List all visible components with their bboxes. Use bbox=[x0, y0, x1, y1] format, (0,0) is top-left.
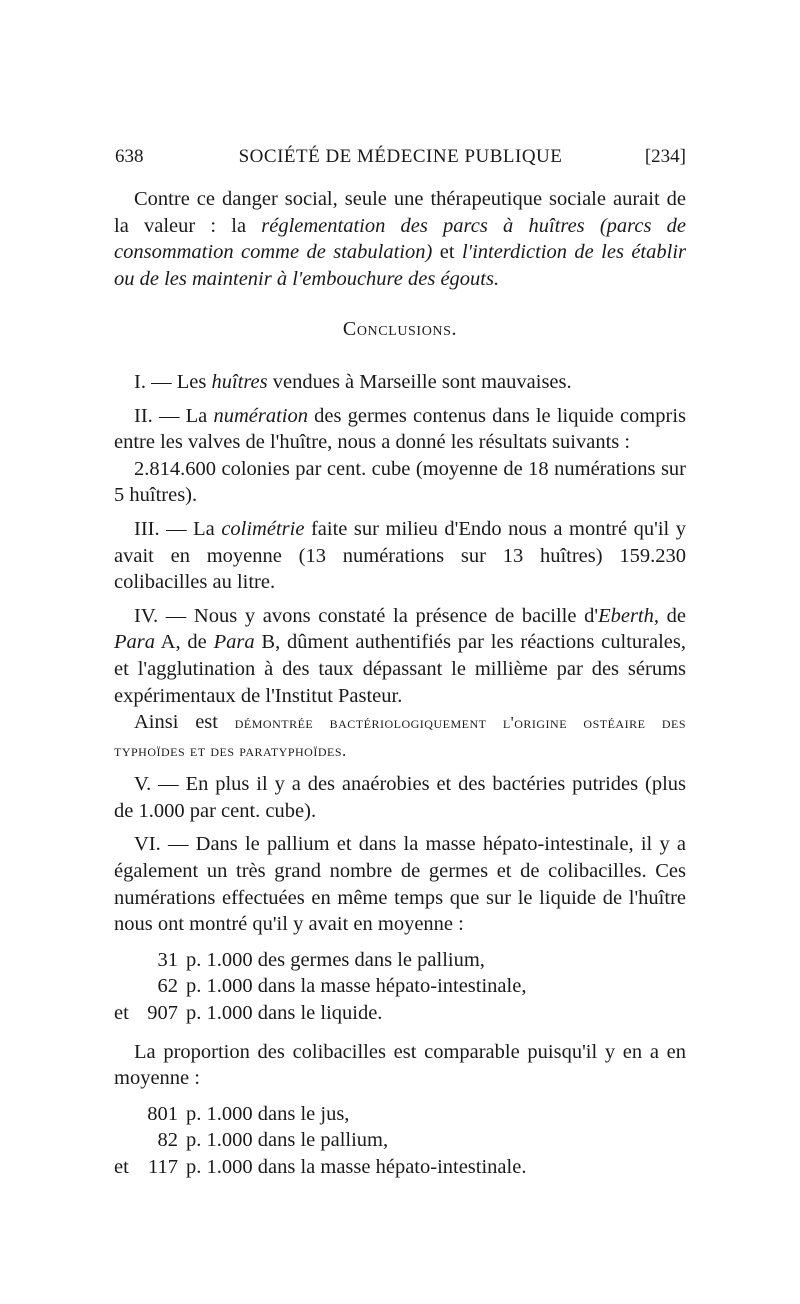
list-item bbox=[114, 1000, 686, 1027]
list-item bbox=[114, 1127, 686, 1154]
intro-paragraph bbox=[114, 186, 686, 292]
conclusion-1 bbox=[114, 369, 686, 396]
c4-text-4: B, dûment authentifiés par les réactions culturales, et l'agglutination à des taux dépassant le millième par des sérums expérimentaux de l'Institut Pasteur. bbox=[114, 631, 686, 707]
c1-italic: huîtres bbox=[211, 370, 268, 393]
conclusion-2 bbox=[114, 403, 686, 456]
list-text: p. 1.000 des germes dans le pallium, bbox=[186, 948, 485, 971]
intro-text-2: et bbox=[432, 241, 462, 264]
running-title: SOCIÉTÉ DE MÉDECINE PUBLIQUE bbox=[238, 146, 563, 167]
proportion-paragraph: La proportion des colibacilles est comparable puisqu'il y en a en moyenne : bbox=[114, 1040, 686, 1090]
c2-text-1: II. — La bbox=[134, 404, 214, 427]
list-item bbox=[114, 1154, 686, 1181]
conclusions-heading: Conclusions. bbox=[342, 318, 458, 341]
colibacilles-list bbox=[114, 1101, 686, 1181]
demonstration-paragraph bbox=[114, 709, 686, 764]
demo-text: Ainsi est bbox=[134, 711, 235, 734]
intro-text-1: Contre ce danger social, seule une thérapeutique sociale aurait de la valeur : la bbox=[114, 188, 686, 237]
list-number: 117 bbox=[148, 1156, 178, 1178]
list-number: 62 bbox=[157, 975, 178, 998]
c4-text-1: IV. — Nous y avons constaté la présence de bacille d' bbox=[134, 604, 599, 627]
c1-text-2: vendues à Marseille sont mauvaises. bbox=[267, 370, 572, 393]
c4-text-2: de bbox=[659, 604, 686, 627]
list-number: 82 bbox=[157, 1129, 178, 1152]
c3-text-2: faite sur milieu d'Endo nous a montré qu'il y avait en moyenne (13 numérations sur 13 huîtres) 159.230 colibacilles au litre. bbox=[114, 517, 686, 594]
page-body bbox=[114, 186, 686, 1181]
c2-italic: numération bbox=[213, 404, 308, 427]
conclusion-6: VI. — Dans le pallium et dans la masse hépato-intestinale, il y a également un très grand nombre de germes et de colibacilles. Ces numérations effectuées en même temps que sur le liquide de l'huître nous ont montré qu'il y avait en moyenne : bbox=[114, 833, 686, 936]
list-text: p. 1.000 dans le liquide. bbox=[186, 1002, 383, 1025]
c4-text-3: A, de bbox=[155, 631, 214, 654]
conclusion-2-result: 2.814.600 colonies par cent. cube (moyenne de 18 numérations sur 5 huîtres). bbox=[114, 457, 686, 507]
c2-text-2: des germes contenus dans le liquide compris entre les valves de l'huître, nous a donné les résultats suivants : bbox=[114, 404, 686, 454]
c4-italic-1: Eberth, bbox=[598, 604, 659, 627]
running-header bbox=[115, 146, 686, 176]
list-text: p. 1.000 dans le pallium, bbox=[186, 1129, 389, 1152]
list-item bbox=[114, 1101, 686, 1128]
list-text: p. 1.000 dans le jus, bbox=[186, 1102, 350, 1125]
list-text: p. 1.000 dans la masse hépato-intestinale, bbox=[186, 975, 527, 998]
list-prefix: et bbox=[114, 1002, 129, 1025]
list-prefix: et bbox=[114, 1156, 129, 1178]
germs-list bbox=[114, 947, 686, 1027]
conclusion-5: V. — En plus il y a des anaérobies et des bactéries putrides (plus de 1.000 par cent. cube). bbox=[114, 773, 686, 822]
demo-small-caps: démontrée bactériologiquement l'origine ostéaire des typhoïdes et des paratyphoïdes. bbox=[114, 713, 686, 760]
c4-italic-2: Para bbox=[114, 631, 155, 654]
conclusion-3 bbox=[114, 516, 686, 596]
list-number: 907 bbox=[147, 1002, 178, 1025]
c3-text-1: III. — La bbox=[134, 517, 222, 540]
list-item bbox=[114, 973, 686, 1000]
list-number: 801 bbox=[147, 1102, 178, 1125]
list-text: p. 1.000 dans la masse hépato-intestinale. bbox=[186, 1156, 527, 1178]
c1-text-1: I. — Les bbox=[134, 370, 212, 393]
conclusion-4 bbox=[114, 603, 686, 709]
c4-italic-3: Para bbox=[213, 631, 255, 654]
intro-italic-2: l'interdiction de les établir ou de les maintenir à l'embouchure des égouts. bbox=[114, 241, 687, 290]
list-number: 31 bbox=[157, 948, 178, 971]
list-item bbox=[114, 947, 686, 974]
intro-italic-1: réglementation des parcs à huîtres (parcs de consommation comme de stabulation) bbox=[114, 214, 686, 264]
page-reference: [234] bbox=[644, 146, 686, 167]
page-number: 638 bbox=[115, 146, 144, 167]
c3-italic: colimétrie bbox=[221, 517, 305, 540]
